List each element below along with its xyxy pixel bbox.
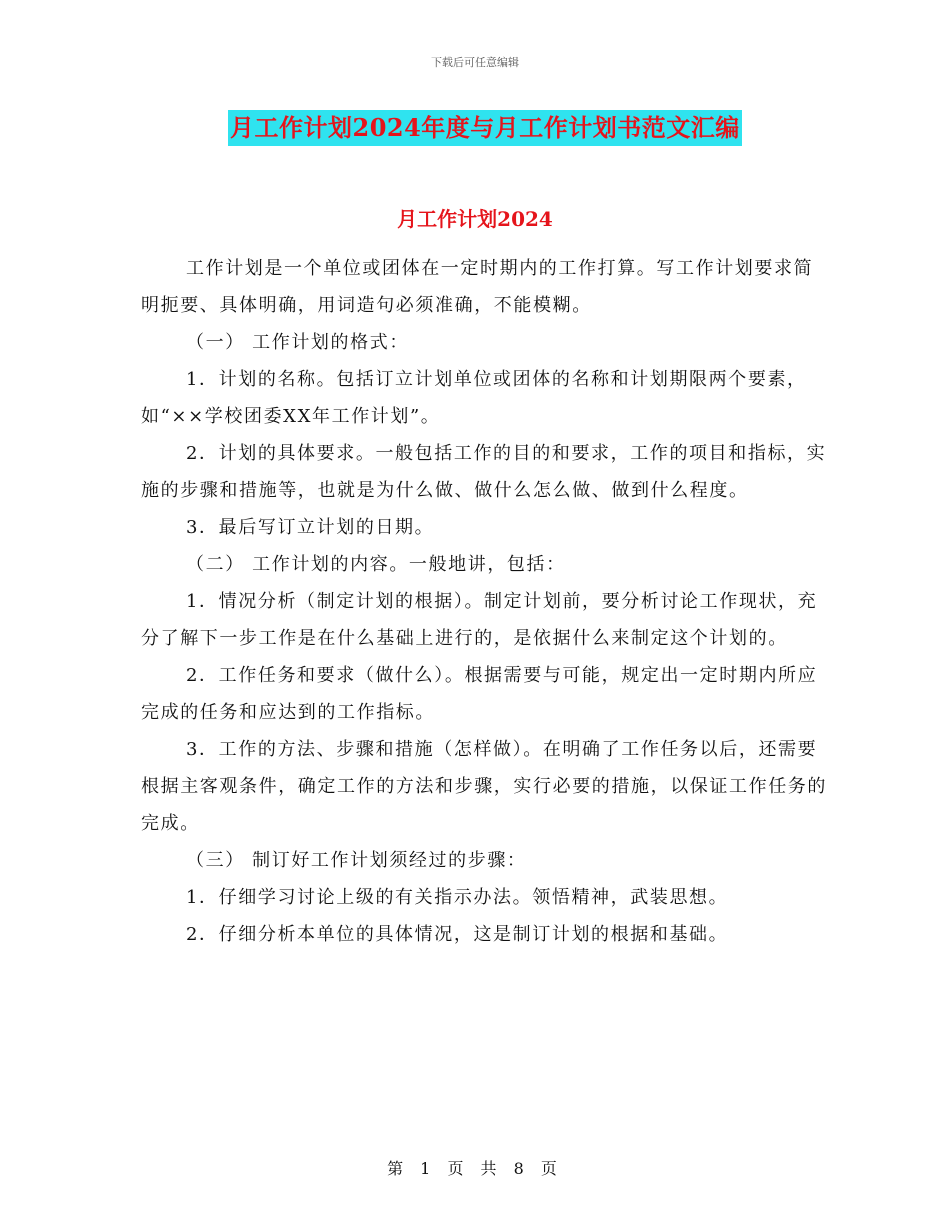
paragraph: 2．工作任务和要求（做什么）。根据需要与可能，规定出一定时期内所应完成的任务和应达到的工作指标。 <box>141 665 818 723</box>
paragraph: 1．计划的名称。包括订立计划单位或团体的名称和计划期限两个要素，如“××学校团委XX年工作计划”。 <box>141 369 807 427</box>
paragraph: 2．仔细分析本单位的具体情况，这是制订计划的根据和基础。 <box>186 924 729 945</box>
page-footer: 第 1 页 共 8 页 <box>387 1159 563 1178</box>
paragraph: 1．仔细学习讨论上级的有关指示办法。领悟精神，武装思想。 <box>186 887 729 908</box>
paragraph: 工作计划是一个单位或团体在一定时期内的工作打算。写工作计划要求简明扼要、具体明确，用词造句必须准确，不能模糊。 <box>141 258 814 316</box>
paragraph: （二） 工作计划的内容。一般地讲，包括： <box>186 554 566 575</box>
paragraph: （三） 制订好工作计划须经过的步骤： <box>186 850 527 871</box>
section-title: 月工作计划2024 <box>397 207 553 231</box>
paragraph: 2．计划的具体要求。一般包括工作的目的和要求，工作的项目和指标，实施的步骤和措施等，也就是为什么做、做什么怎么做、做到什么程度。 <box>141 443 827 501</box>
main-title: 月工作计划2024年度与月工作计划书范文汇编 <box>228 110 742 146</box>
paragraph: 3．工作的方法、步骤和措施（怎样做）。在明确了工作任务以后，还需要根据主客观条件，确定工作的方法和步骤，实行必要的措施，以保证工作任务的完成。 <box>141 739 827 834</box>
paragraph: （一） 工作计划的格式： <box>186 332 409 353</box>
document-body <box>141 250 831 953</box>
paragraph: 1．情况分析（制定计划的根据）。制定计划前，要分析讨论工作现状，充分了解下一步工作是在什么基础上进行的，是依据什么来制定这个计划的。 <box>141 591 818 649</box>
paragraph: 3．最后写订立计划的日期。 <box>186 517 435 538</box>
header-note: 下载后可任意编辑 <box>431 56 519 69</box>
